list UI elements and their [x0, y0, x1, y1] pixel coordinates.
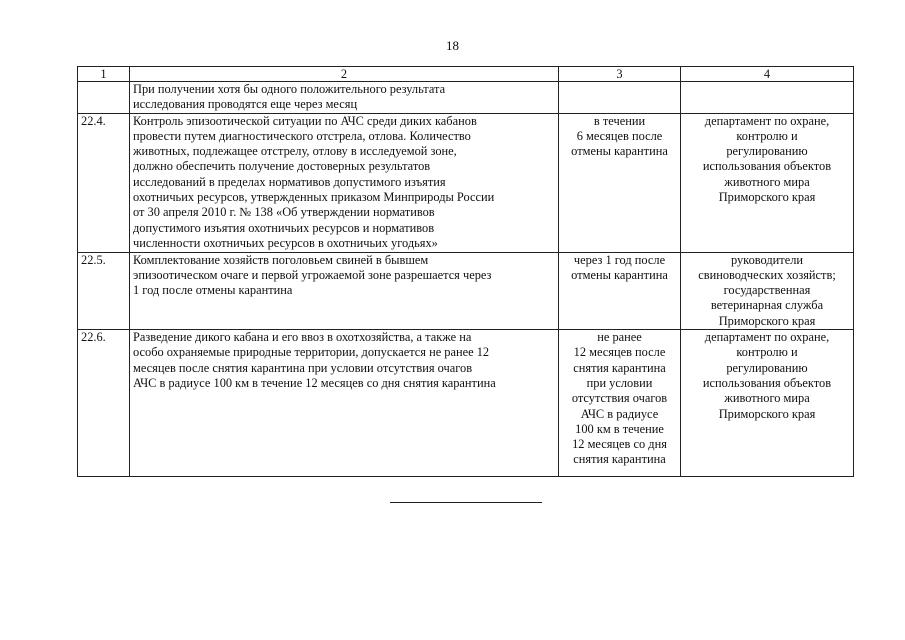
measure-responsible [681, 113, 854, 252]
measure-responsible [681, 82, 854, 114]
measure-description-text: При получении хотя бы одного положительного результата исследования проводятся еще через месяц [133, 82, 446, 112]
measure-description [130, 82, 559, 114]
column-header-1: 1 [78, 67, 130, 82]
measure-term [559, 82, 681, 114]
table-row [78, 252, 854, 329]
measure-term-text: через 1 год после отмены карантина [571, 252, 668, 282]
header-row [78, 67, 854, 82]
measure-description-text: Разведение дикого кабана и его ввоз в охотхозяйства, а также на особо охраняемые природные территории, допускается не ранее 12 месяцев после снятия карантина при условии отсутствия очагов АЧС в радиусе 100 км в течение 12 месяцев со дня снятия карантина [133, 330, 496, 390]
measure-responsible [681, 252, 854, 329]
end-of-document-rule [390, 502, 542, 503]
measure-term [559, 113, 681, 252]
measure-responsible-text: руководители свиноводческих хозяйств; государственная ветеринарная служба Приморского края [698, 252, 836, 328]
item-number [78, 82, 130, 114]
column-header-2: 2 [130, 67, 559, 82]
measure-term-text: в течении 6 месяцев после отмены карантина [571, 113, 668, 159]
table-row [78, 330, 854, 477]
measure-term-text: не ранее 12 месяцев после снятия карантина при условии отсутствия очагов АЧС в радиусе 100 км в течение 12 месяцев со дня снятия карантина [571, 330, 668, 467]
page-number: 18 [446, 38, 459, 53]
item-number: 22.4. [78, 113, 130, 252]
measure-description-text: Комплектование хозяйств поголовьем свиней в бывшем эпизоотическом очаге и первой угрожаемой зоне разрешается через 1 год после отмены карантина [133, 252, 492, 298]
measure-responsible-text: департамент по охране, контролю и регулированию использования объектов животного мира Приморского края [702, 330, 832, 421]
measure-description [130, 113, 559, 252]
measure-term [559, 252, 681, 329]
measure-description [130, 330, 559, 477]
column-header-4: 4 [681, 67, 854, 82]
measure-description-text: Контроль эпизоотической ситуации по АЧС среди диких кабанов провести путем диагностического отстрела, отлова. Количество животных, подлежащее отстрелу, отлову в исследуемой зоне, должно обеспечить получение достоверных результатов исследований в пределах нормативов допустимого изъятия охотничьих ресурсов, утвержденных приказом Минприроды России от 30 апреля 2010 г. № 138 «Об утверждении нормативов допустимого изъятия охотничьих ресурсов и нормативов численности охотничьих ресурсов в охотничьих угодьях» [133, 113, 495, 250]
measure-responsible-text: департамент по охране, контролю и регулированию использования объектов животного мира Приморского края [702, 113, 832, 205]
table-row [78, 113, 854, 252]
measure-description [130, 252, 559, 329]
measure-term [559, 330, 681, 477]
item-number: 22.5. [78, 252, 130, 329]
measures-table [77, 66, 854, 477]
table-row [78, 82, 854, 114]
measure-responsible [681, 330, 854, 477]
column-header-3: 3 [559, 67, 681, 82]
item-number: 22.6. [78, 330, 130, 477]
